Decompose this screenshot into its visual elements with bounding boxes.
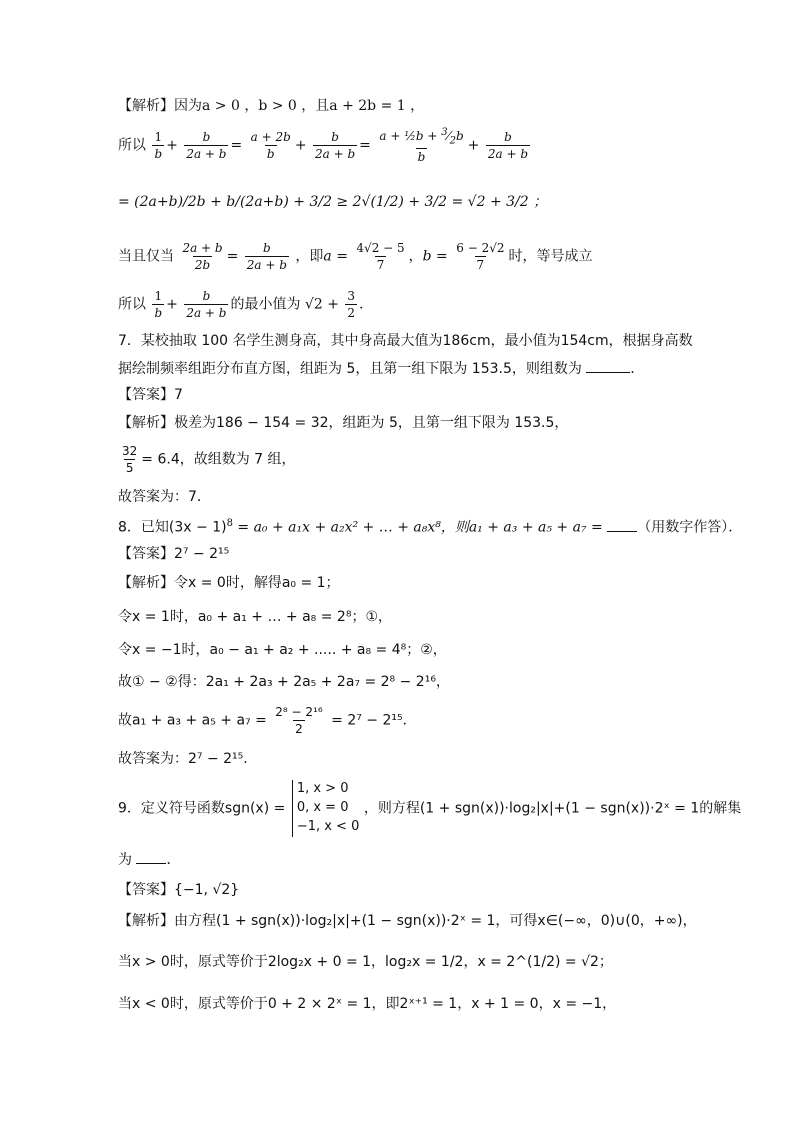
analysis-8-line-4: 故① − ②得：2a₁ + 2a₃ + 2a₅ + 2a₇ = 2⁸ − 2¹⁶， [118, 674, 450, 690]
question-text-end: （用数字作答）． [637, 519, 743, 536]
analysis-8-line-1 [118, 576, 340, 590]
separator: ， [408, 248, 423, 265]
final-answer-8: 故答案为：2⁷ − 2¹⁵． [118, 751, 258, 767]
analysis-text: 极差为186 − 154 = 32，组距为 5，且第一组下限为 153.5， [174, 415, 569, 431]
question-9-line-1 [118, 780, 741, 837]
text-suffix: 时，等号成立 [508, 248, 593, 265]
analysis-7-line-1 [118, 416, 568, 430]
fraction-denominator: 2 [295, 722, 303, 736]
text-prefix: 所以 [118, 137, 146, 154]
text-mid: ，即 [295, 248, 324, 265]
fraction: $\frac{1}{b}$ [154, 130, 163, 162]
fraction: $\frac{32}{5}$ [122, 444, 138, 475]
answer-value: {−1, √2} [174, 882, 240, 898]
fraction: $\frac{b}{2a + b}$ [487, 130, 528, 162]
answer-tag: 【答案】 [118, 546, 174, 562]
fraction: $\frac{3}{2}$ [347, 289, 356, 320]
question-text: 8．已知(3x − 1) [118, 519, 227, 536]
analysis-text: = 6.4，故组数为 7 组， [141, 451, 296, 468]
question-text: 9．定义符号函数sgn(x) = [118, 800, 286, 817]
analysis-9-line-3: 当x < 0时，原式等价于0 + 2 × 2ˣ = 1，即2ˣ⁺¹ = 1，x + 1 = 0，x = −1， [118, 996, 617, 1012]
fraction: $\frac{4√2 - 5}{7}$ [356, 241, 405, 272]
question-equation: = a₀ + a₁x + a₂x² + … + a₈x⁸，则a₁ + a₃ + a₅ + a₇ = [232, 519, 603, 536]
fraction: $\frac{1}{b}$ [154, 289, 163, 320]
equation-text: = (2a+b)/2b + b/(2a+b) + 3/2 ≥ 2√(1/2) + 3/2 = √2 + 3/2 ； [118, 194, 548, 210]
question-text: 为 [118, 852, 132, 868]
fraction: $\frac{b}{2a + b}$ [186, 289, 227, 320]
fraction: $\frac{a + \frac{1}{2}b + ^3⁄_2b}{b}$ [379, 127, 464, 165]
answer-tag: 【答案】 [118, 387, 174, 403]
analysis-line-1 [118, 99, 424, 113]
fraction-numerator: 2⁸ − 2¹⁶ [275, 705, 323, 719]
text-suffix: 的最小值为 [230, 296, 301, 313]
analysis-8-line-5 [118, 706, 417, 735]
analysis-7-line-2 [118, 445, 296, 474]
analysis-tag: 【解析】 [118, 913, 174, 929]
fraction: $\frac{2a + b}{2b}$ [182, 241, 223, 272]
question-7-line-2: 据绘制频率组距分布直方图，组距为 5，且第一组下限为 153.5，则组数为 ． [118, 361, 645, 377]
question-equation: ，则方程(1 + sgn(x))·log₂|x|+(1 − sgn(x))·2ˣ = 1的解集 [363, 800, 742, 817]
fraction [273, 706, 324, 735]
question-text: 据绘制频率组距分布直方图，组距为 5，且第一组下限为 153.5，则组数为 [118, 361, 582, 377]
fraction: $\frac{a + 2b}{b}$ [250, 130, 291, 162]
analysis-line-5: 所以 $\frac{1}{b}$ + $\frac{b}{2a + b}$ 的最小值为 √2 + $\frac{3}{2}$ . [118, 289, 364, 320]
question-7-line-1: 7．某校抽取 100 名学生测身高，其中身高最大值为186cm，最小值为154cm，根据身高数 [118, 333, 693, 349]
answer-blank [136, 863, 166, 864]
text-prefix: 当且仅当 [118, 248, 174, 265]
answer-value: 7 [174, 387, 183, 403]
answer-7 [118, 388, 183, 402]
final-answer-7: 故答案为：7． [118, 489, 211, 505]
answer-9 [118, 883, 239, 897]
analysis-9-line-2: 当x > 0时，原式等价于2log₂x + 0 = 1，log₂x = 1/2，x = 2^(1/2) = √2； [118, 954, 613, 970]
analysis-tag: 【解析】 [118, 415, 174, 431]
analysis-tag: 【解析】 [118, 575, 174, 591]
fraction: $\frac{b}{2a + b}$ [315, 130, 356, 162]
answer-blank [607, 531, 637, 532]
answer-tag: 【答案】 [118, 882, 174, 898]
fraction: $\frac{b}{2a + b}$ [246, 241, 287, 272]
analysis-text: 由方程(1 + sgn(x))·log₂|x|+(1 − sgn(x))·2ˣ = 1，可得x∈(−∞，0)∪(0，+∞)， [174, 913, 697, 929]
analysis-line-3 [118, 195, 547, 209]
fraction: $\frac{6 - 2√2}{7}$ [456, 241, 505, 272]
equation-suffix: = 2⁷ − 2¹⁵． [331, 712, 417, 729]
analysis-text: 令x = 0时，解得a₀ = 1； [174, 575, 340, 591]
analysis-text: 因为a > 0 ，b > 0 ，且a + 2b = 1 ， [174, 98, 425, 114]
answer-value: 2⁷ − 2¹⁵ [174, 546, 230, 562]
fraction: $\frac{b}{2a + b}$ [186, 130, 227, 162]
case-1: 1, x > 0 [296, 781, 349, 796]
answer-blank [586, 372, 630, 373]
analysis-8-line-3: 令x = −1时，a₀ − a₁ + a₂ + ..... + a₈ = 4⁸；②， [118, 642, 447, 658]
equation-prefix: 故a₁ + a₃ + a₅ + a₇ = [118, 712, 267, 729]
case-2: 0, x = 0 [296, 799, 349, 815]
analysis-9-line-1 [118, 914, 697, 928]
analysis-line-4: 当且仅当 $\frac{2a + b}{2b}$ = $\frac{b}{2a + b}$ ，即a = $\frac{4√2 - 5}{7}$ ，b = $\frac{6 - 2√2}{7}$ 时，等号成立 [118, 241, 593, 272]
analysis-tag: 【解析】 [118, 98, 174, 114]
text-prefix: 所以 [118, 296, 146, 313]
question-8-line-1: 8．已知$(3x - 1)^8 = a_0 + a_1x + a_2x^2$ + … + a₈x⁸，则a₁ + a₃ + a₅ + a₇ = （用数字作答）． [118, 518, 743, 536]
piecewise-brace [290, 780, 360, 837]
case-3: −1, x < 0 [296, 818, 360, 834]
question-9-line-2: 为 ． [118, 852, 181, 868]
analysis-line-2: 所以 $\frac{1}{b}$ + $\frac{b}{2a + b}$ = $\frac{a + 2b}{b}$ + $\frac{b}{2a + b}$ = $\frac{a + \frac{1}{2}b + ^3⁄_2b}{b}$ + $\frac{b}{2a + b}$ [118, 127, 528, 165]
analysis-8-line-2: 令x = 1时，a₀ + a₁ + … + a₈ = 2⁸；①， [118, 609, 392, 625]
answer-8 [118, 547, 229, 561]
